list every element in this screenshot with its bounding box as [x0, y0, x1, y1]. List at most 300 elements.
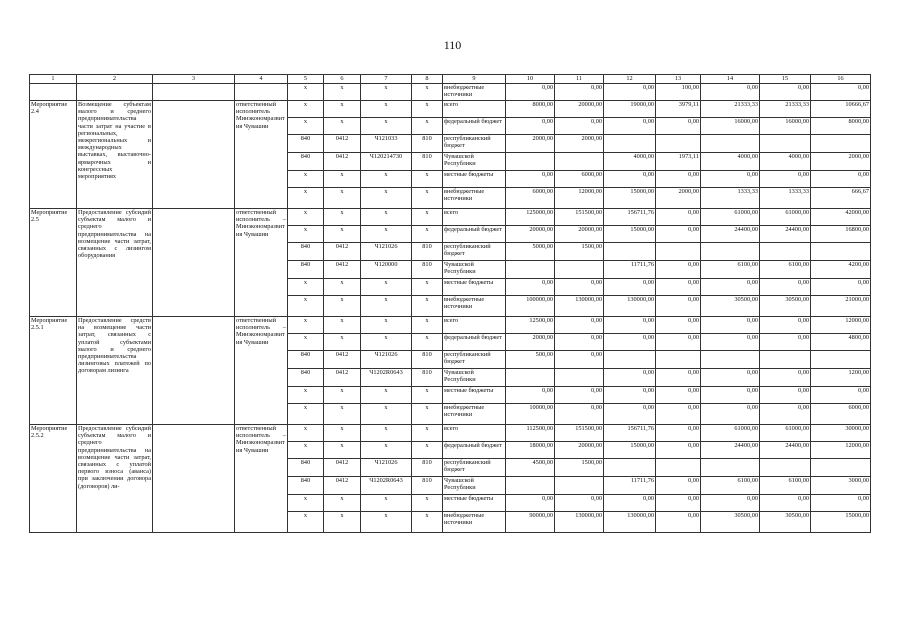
table-cell: x — [324, 404, 361, 425]
table-cell: 21000,00 — [811, 296, 871, 317]
table-cell: 30500,00 — [701, 296, 760, 317]
table-cell: 0,00 — [656, 512, 701, 533]
column-number-row — [30, 75, 871, 84]
table-cell: x — [324, 425, 361, 442]
table-cell — [760, 351, 811, 369]
table-cell: 0,00 — [656, 118, 701, 135]
table-cell — [811, 351, 871, 369]
funding-source: местные бюджеты — [443, 495, 506, 512]
table-cell: 1333,33 — [760, 188, 811, 209]
table-cell: x — [324, 317, 361, 334]
table-cell: 151500,00 — [555, 209, 604, 226]
column-number-2: 2 — [77, 75, 153, 84]
table-cell: 15000,00 — [604, 226, 656, 243]
activity-number: Мероприятие 2.4 — [30, 101, 77, 209]
table-cell: x — [361, 209, 412, 226]
table-cell: 0,00 — [656, 317, 701, 334]
table-cell: 130000,00 — [604, 296, 656, 317]
table-cell: Ч121026 — [361, 243, 412, 261]
table-cell: 840 — [288, 351, 324, 369]
table-cell: x — [324, 171, 361, 188]
table-cell: x — [288, 334, 324, 351]
table-cell — [701, 459, 760, 477]
funding-source: Чувашской Республики — [443, 369, 506, 387]
table-cell: 0,00 — [604, 495, 656, 512]
table-cell: x — [288, 387, 324, 404]
table-cell: 0,00 — [656, 171, 701, 188]
table-cell: x — [288, 188, 324, 209]
table-cell: 2000,00 — [506, 334, 555, 351]
table-cell: 8000,00 — [506, 101, 555, 118]
table-cell: 0,00 — [811, 84, 871, 101]
table-cell: 0,00 — [760, 369, 811, 387]
table-cell: x — [412, 171, 443, 188]
table-cell: 0,00 — [760, 495, 811, 512]
table-cell: x — [412, 512, 443, 533]
table-cell: 0412 — [324, 369, 361, 387]
table-cell: 0,00 — [656, 296, 701, 317]
table-cell: 0,00 — [555, 279, 604, 296]
activity-description: Возмещение субъектам малого и среднего предпринимательства части затрат на участие в региональных, межрегиональных и международных выставках, выставочно-ярмарочных и конгрессных мероприятиях — [77, 101, 153, 209]
table-row — [30, 101, 871, 118]
table-cell: 0,00 — [811, 495, 871, 512]
table-cell: x — [361, 118, 412, 135]
table-cell: 0,00 — [604, 404, 656, 425]
table-cell: 12000,00 — [811, 317, 871, 334]
table-cell: 810 — [412, 261, 443, 279]
table-cell: 4800,00 — [811, 334, 871, 351]
table-cell: x — [412, 495, 443, 512]
table-cell: 0,00 — [701, 495, 760, 512]
funding-source: республиканский бюджет — [443, 135, 506, 153]
table-cell: x — [288, 317, 324, 334]
table-cell: x — [324, 209, 361, 226]
table-cell: 0,00 — [604, 369, 656, 387]
funding-source: внебюджетные источники — [443, 296, 506, 317]
table-cell: 0412 — [324, 261, 361, 279]
column-number-5: 5 — [288, 75, 324, 84]
table-cell — [555, 477, 604, 495]
table-cell: 90000,00 — [506, 512, 555, 533]
activity-description: Предоставление субсидий субъектам малого и среднего предпринимательства на возмещение части затрат, связанных с лизингом оборудования — [77, 209, 153, 317]
table-cell: 20000,00 — [506, 226, 555, 243]
table-cell — [555, 369, 604, 387]
table-cell: Ч121026 — [361, 351, 412, 369]
table-cell: x — [288, 495, 324, 512]
table-cell: 0,00 — [656, 387, 701, 404]
table-cell: 840 — [288, 135, 324, 153]
table-cell: 0,00 — [701, 404, 760, 425]
responsible-executor: ответственный исполнитель Минэкономразвития Чувашии — [235, 101, 288, 209]
funding-source: внебюджетные источники — [443, 188, 506, 209]
table-cell: 0,00 — [701, 317, 760, 334]
responsible-executor: ответственный исполнитель – Минэкономразвития Чувашии — [235, 317, 288, 425]
table-cell: 2000,00 — [555, 135, 604, 153]
table-cell: 20000,00 — [555, 442, 604, 459]
column-number-9: 9 — [443, 75, 506, 84]
table-cell: 3979,11 — [656, 101, 701, 118]
column-number-13: 13 — [656, 75, 701, 84]
table-cell: 6000,00 — [506, 188, 555, 209]
table-cell: 1500,00 — [555, 459, 604, 477]
table-cell: x — [288, 425, 324, 442]
table-cell: 840 — [288, 243, 324, 261]
activity-number: Мероприятие 2.5 — [30, 209, 77, 317]
funding-source: республиканский бюджет — [443, 351, 506, 369]
column-number-16: 16 — [811, 75, 871, 84]
table-cell: x — [324, 279, 361, 296]
table-cell: 0,00 — [604, 387, 656, 404]
table-cell: 4000,00 — [701, 153, 760, 171]
table-cell: 130000,00 — [604, 512, 656, 533]
funding-source: федеральный бюджет — [443, 118, 506, 135]
table-cell: 30000,00 — [811, 425, 871, 442]
table-cell: x — [288, 101, 324, 118]
table-cell — [760, 135, 811, 153]
table-cell: x — [324, 512, 361, 533]
table-cell: 840 — [288, 261, 324, 279]
table-cell: 0,00 — [811, 171, 871, 188]
table-cell: 16000,00 — [701, 118, 760, 135]
funding-source: местные бюджеты — [443, 171, 506, 188]
table-cell: 15000,00 — [604, 188, 656, 209]
table-cell: 12000,00 — [811, 442, 871, 459]
table-cell: 0,00 — [656, 209, 701, 226]
table-cell: 4500,00 — [506, 459, 555, 477]
table-cell: x — [412, 209, 443, 226]
table-cell: x — [361, 317, 412, 334]
table-cell: 0,00 — [604, 317, 656, 334]
funding-source: республиканский бюджет — [443, 243, 506, 261]
table-cell: 0,00 — [701, 279, 760, 296]
table-cell: 5000,00 — [506, 243, 555, 261]
table-cell: 810 — [412, 477, 443, 495]
table-cell: x — [361, 334, 412, 351]
table-cell: x — [361, 101, 412, 118]
table-cell: x — [361, 188, 412, 209]
table-cell: 1500,00 — [555, 243, 604, 261]
table-cell — [656, 243, 701, 261]
table-cell: 0,00 — [656, 442, 701, 459]
table-cell: 1200,00 — [811, 369, 871, 387]
activity-description: Предоставление субсидий субъектам малого и среднего предпринимательства на возмещение части затрат, связанных с уплатой первого взноса (аванса) при заключении договора (договоров) ли- — [77, 425, 153, 533]
table-cell — [701, 351, 760, 369]
table-cell: x — [324, 296, 361, 317]
table-cell: 0,00 — [656, 334, 701, 351]
table-row — [30, 425, 871, 442]
table-cell: x — [324, 334, 361, 351]
funding-source: федеральный бюджет — [443, 442, 506, 459]
column-number-4: 4 — [235, 75, 288, 84]
table-cell: 4000,00 — [604, 153, 656, 171]
table-cell: 0,00 — [506, 171, 555, 188]
table-cell: 0412 — [324, 243, 361, 261]
table-cell: 0,00 — [506, 387, 555, 404]
table-cell: x — [288, 84, 324, 101]
table-cell — [811, 243, 871, 261]
table-cell: 0,00 — [555, 495, 604, 512]
page-number: 110 — [443, 38, 462, 52]
table-cell — [506, 153, 555, 171]
table-cell: 0,00 — [555, 387, 604, 404]
table-cell: 20000,00 — [555, 226, 604, 243]
table-cell: 30500,00 — [760, 512, 811, 533]
table-cell: 0,00 — [811, 279, 871, 296]
table-cell: x — [361, 495, 412, 512]
activity-col3 — [153, 425, 235, 533]
table-cell — [701, 243, 760, 261]
responsible-executor: ответственный исполнитель – Минэкономразвития Чувашии — [235, 209, 288, 317]
table-cell: 21333,33 — [701, 101, 760, 118]
table-cell: 156711,76 — [604, 425, 656, 442]
table-cell: 12500,00 — [506, 317, 555, 334]
table-cell: x — [361, 171, 412, 188]
activity-description: Предоставление средств на возмещение части затрат, связанных с уплатой субъектами малого и среднего предпринимательства лизинговых платежей по договорам лизинга — [77, 317, 153, 425]
table-cell: 19000,00 — [604, 101, 656, 118]
table-cell: x — [361, 512, 412, 533]
table-cell: 0,00 — [760, 334, 811, 351]
table-cell: 61000,00 — [701, 425, 760, 442]
table-cell — [506, 261, 555, 279]
table-cell: x — [288, 279, 324, 296]
table-cell: 8000,00 — [811, 118, 871, 135]
table-cell: x — [361, 84, 412, 101]
table-cell: 0,00 — [555, 334, 604, 351]
table-cell: x — [324, 226, 361, 243]
table-cell: x — [324, 188, 361, 209]
table-cell: 15000,00 — [604, 442, 656, 459]
table-cell: 30500,00 — [760, 296, 811, 317]
table-cell: 6000,00 — [811, 404, 871, 425]
table-cell — [656, 459, 701, 477]
table-cell: 130000,00 — [555, 512, 604, 533]
table-cell: x — [288, 404, 324, 425]
funding-source: Чувашской Республики — [443, 477, 506, 495]
table-cell: x — [412, 334, 443, 351]
table-cell: x — [361, 442, 412, 459]
table-cell: 0,00 — [555, 317, 604, 334]
funding-source: всего — [443, 101, 506, 118]
column-number-3: 3 — [153, 75, 235, 84]
table-cell: 112500,00 — [506, 425, 555, 442]
table-cell — [506, 369, 555, 387]
table-cell: 61000,00 — [701, 209, 760, 226]
column-number-12: 12 — [604, 75, 656, 84]
table-cell: 24400,00 — [760, 442, 811, 459]
table-cell: x — [361, 296, 412, 317]
table-cell: x — [288, 209, 324, 226]
table-cell: 18000,00 — [506, 442, 555, 459]
column-number-10: 10 — [506, 75, 555, 84]
table-cell — [656, 135, 701, 153]
table-cell: 0,00 — [506, 279, 555, 296]
table-cell: 42000,00 — [811, 209, 871, 226]
table-cell: 0,00 — [506, 495, 555, 512]
table-cell: 21333,33 — [760, 101, 811, 118]
table-cell: 840 — [288, 153, 324, 171]
table-cell: 16800,00 — [811, 226, 871, 243]
table-cell: 10666,67 — [811, 101, 871, 118]
table-cell: 6000,00 — [555, 171, 604, 188]
table-cell: x — [324, 495, 361, 512]
budget-table — [29, 74, 871, 533]
table-cell: 0,00 — [656, 425, 701, 442]
table-cell: x — [361, 279, 412, 296]
table-cell: 6100,00 — [701, 477, 760, 495]
table-cell: 840 — [288, 369, 324, 387]
table-row — [30, 209, 871, 226]
table-cell: x — [288, 442, 324, 459]
table-cell: 61000,00 — [760, 209, 811, 226]
table-cell: 11711,76 — [604, 477, 656, 495]
table-cell: 0,00 — [604, 171, 656, 188]
table-cell: 100,00 — [656, 84, 701, 101]
activity-col3 — [153, 317, 235, 425]
table-cell: 1333,33 — [701, 188, 760, 209]
table-cell: 0,00 — [555, 84, 604, 101]
table-cell: 0,00 — [656, 477, 701, 495]
table-cell: 130000,00 — [555, 296, 604, 317]
activity-col3 — [153, 209, 235, 317]
funding-source: республиканский бюджет — [443, 459, 506, 477]
table-cell: 0,00 — [656, 495, 701, 512]
table-cell: 0,00 — [604, 84, 656, 101]
table-cell: 0,00 — [604, 118, 656, 135]
empty-cell — [153, 84, 235, 101]
table-cell: 151500,00 — [555, 425, 604, 442]
table-cell: 0,00 — [701, 387, 760, 404]
table-cell: 24400,00 — [760, 226, 811, 243]
table-cell: Ч121026 — [361, 459, 412, 477]
empty-cell — [77, 84, 153, 101]
table-cell: внебюджетные источники — [443, 84, 506, 101]
table-cell: 4200,00 — [811, 261, 871, 279]
table-cell: 0,00 — [656, 261, 701, 279]
table-cell: x — [412, 442, 443, 459]
table-cell: 12000,00 — [555, 188, 604, 209]
table-cell: 0,00 — [555, 118, 604, 135]
table-cell: Ч1202R0643 — [361, 369, 412, 387]
responsible-executor: ответственный исполнитель – Минэкономразвития Чувашии — [235, 425, 288, 533]
table-cell: 810 — [412, 459, 443, 477]
table-cell: 840 — [288, 477, 324, 495]
column-number-15: 15 — [760, 75, 811, 84]
funding-source: всего — [443, 317, 506, 334]
table-cell — [701, 135, 760, 153]
table-cell — [604, 135, 656, 153]
table-cell: 125000,00 — [506, 209, 555, 226]
table-cell: 0,00 — [811, 387, 871, 404]
table-cell: 0,00 — [701, 84, 760, 101]
table-cell: Ч120214730 — [361, 153, 412, 171]
table-cell: 810 — [412, 135, 443, 153]
table-cell: 11711,76 — [604, 261, 656, 279]
table-cell: x — [361, 226, 412, 243]
table-cell: 0,00 — [760, 171, 811, 188]
table-cell: 100000,00 — [506, 296, 555, 317]
table-cell: 156711,76 — [604, 209, 656, 226]
table-cell: x — [288, 226, 324, 243]
table-cell: 0,00 — [760, 404, 811, 425]
table-cell: 0,00 — [555, 351, 604, 369]
funding-source: Чувашской Республики — [443, 261, 506, 279]
table-cell: 0,00 — [656, 226, 701, 243]
table-cell: 24400,00 — [701, 442, 760, 459]
funding-source: внебюджетные источники — [443, 512, 506, 533]
table-cell: 15000,00 — [811, 512, 871, 533]
table-cell: 0,00 — [656, 404, 701, 425]
funding-source: Чувашской Республики — [443, 153, 506, 171]
activity-number: Мероприятие 2.5.2 — [30, 425, 77, 533]
table-cell: 666,67 — [811, 188, 871, 209]
table-cell: x — [412, 425, 443, 442]
table-cell: 0,00 — [760, 317, 811, 334]
table-cell: 0,00 — [506, 84, 555, 101]
table-cell: x — [324, 84, 361, 101]
table-cell: x — [324, 118, 361, 135]
table-cell: x — [412, 387, 443, 404]
table-cell: 810 — [412, 243, 443, 261]
table-cell: x — [361, 425, 412, 442]
table-cell: 0,00 — [701, 171, 760, 188]
table-cell: 0,00 — [760, 387, 811, 404]
table-cell: 0,00 — [701, 369, 760, 387]
empty-cell — [235, 84, 288, 101]
table-cell: Ч120000 — [361, 261, 412, 279]
table-cell: 500,00 — [506, 351, 555, 369]
column-number-14: 14 — [701, 75, 760, 84]
table-cell: 0,00 — [555, 404, 604, 425]
table-cell: x — [288, 171, 324, 188]
table-cell: x — [288, 512, 324, 533]
table-cell: 0,00 — [604, 279, 656, 296]
table-cell: 24400,00 — [701, 226, 760, 243]
table-cell: x — [412, 118, 443, 135]
table-cell: 810 — [412, 351, 443, 369]
table-cell: x — [324, 442, 361, 459]
funding-source: федеральный бюджет — [443, 226, 506, 243]
table-cell: 0412 — [324, 351, 361, 369]
table-cell — [760, 243, 811, 261]
table-cell: x — [324, 101, 361, 118]
table-cell: x — [412, 188, 443, 209]
funding-source: всего — [443, 425, 506, 442]
table-cell: x — [288, 296, 324, 317]
continued-row — [30, 84, 871, 101]
activity-number: Мероприятие 2.5.1 — [30, 317, 77, 425]
table-cell: 2000,00 — [656, 188, 701, 209]
table-row — [30, 317, 871, 334]
table-cell: x — [361, 404, 412, 425]
table-cell: x — [412, 279, 443, 296]
column-number-6: 6 — [324, 75, 361, 84]
table-cell — [555, 153, 604, 171]
table-cell: 10000,00 — [506, 404, 555, 425]
table-cell: 2000,00 — [506, 135, 555, 153]
table-cell: 16000,00 — [760, 118, 811, 135]
table-cell: 0412 — [324, 459, 361, 477]
table-cell: 0412 — [324, 477, 361, 495]
column-number-7: 7 — [361, 75, 412, 84]
empty-cell — [30, 84, 77, 101]
table-cell: 0,00 — [701, 334, 760, 351]
table-cell: x — [412, 404, 443, 425]
table-cell: 20000,00 — [555, 101, 604, 118]
table-cell: 0,00 — [604, 334, 656, 351]
table-cell: 810 — [412, 369, 443, 387]
table-cell: Ч1202R0643 — [361, 477, 412, 495]
funding-source: всего — [443, 209, 506, 226]
